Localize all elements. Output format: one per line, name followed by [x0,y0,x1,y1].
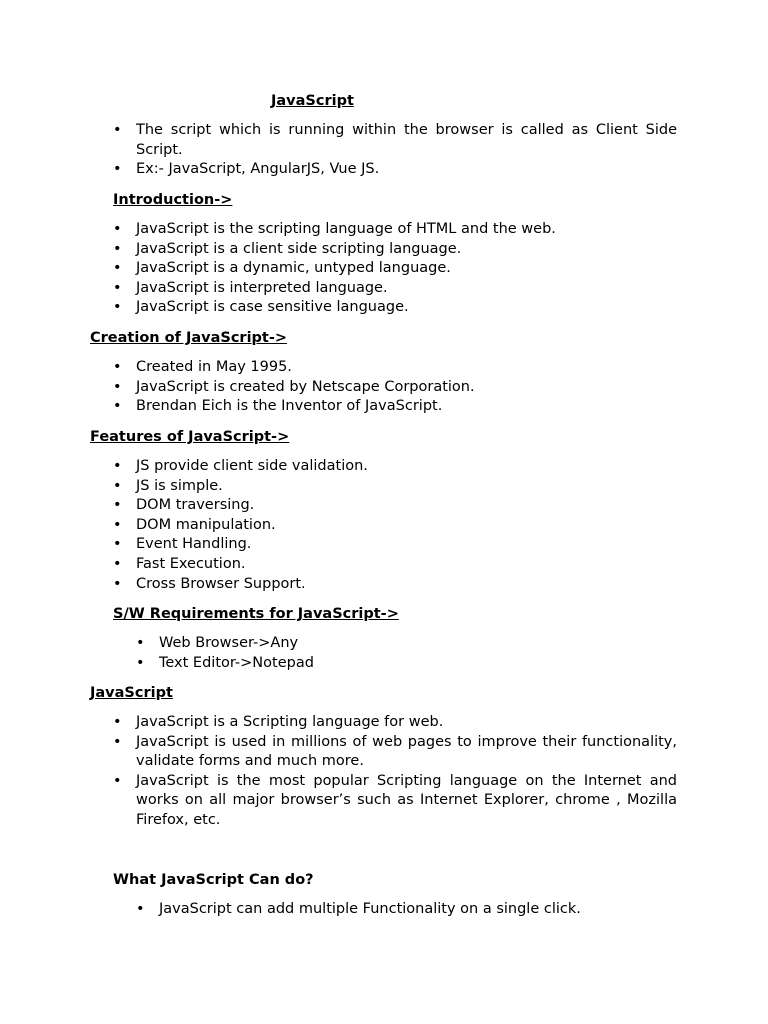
list-item: • Cross Browser Support. [113,575,677,595]
list-item: • JavaScript is interpreted language. [113,279,677,299]
list-item: • JavaScript can add multiple Functionality on a single click. [136,900,677,920]
list-item: • JavaScript is a dynamic, untyped language. [113,259,677,279]
javascript-heading: JavaScript [90,685,173,701]
can-do-heading: What JavaScript Can do? [113,872,314,888]
list-item: • Brendan Eich is the Inventor of JavaScript. [113,397,677,417]
requirements-heading: S/W Requirements for JavaScript-> [113,606,399,622]
features-heading: Features of JavaScript-> [90,429,290,445]
javascript-list [113,713,677,831]
document-title: JavaScript [271,93,354,109]
list-item: • Text Editor->Notepad [136,654,677,674]
list-item: • Event Handling. [113,535,677,555]
list-item: • JavaScript is the scripting language of HTML and the web. [113,220,677,240]
creation-heading: Creation of JavaScript-> [90,330,288,346]
list-item: • JavaScript is used in millions of web pages to improve their functionality, validate forms and much more. [113,733,677,772]
list-item: • JavaScript is a client side scripting language. [113,240,677,260]
list-item: • The script which is running within the browser is called as Client Side Script. [113,121,677,160]
list-item: • Ex:- JavaScript, AngularJS, Vue JS. [113,160,677,180]
list-item: • DOM manipulation. [113,516,677,536]
introduction-heading: Introduction-> [113,192,233,208]
can-do-list [136,900,677,920]
list-item: • JavaScript is a Scripting language for web. [113,713,677,733]
list-item: • JavaScript is created by Netscape Corporation. [113,378,677,398]
requirements-list [136,634,677,673]
list-item: • Created in May 1995. [113,358,677,378]
intro-bullet-list [113,121,677,180]
features-list [113,457,677,594]
list-item: • JavaScript is the most popular Scripting language on the Internet and works on all major browser’s such as Internet Explorer, chrome , Mozilla Firefox, etc. [113,772,677,831]
list-item: • JavaScript is case sensitive language. [113,298,677,318]
list-item: • JS provide client side validation. [113,457,677,477]
introduction-list [113,220,677,318]
list-item: • DOM traversing. [113,496,677,516]
list-item: • Web Browser->Any [136,634,677,654]
list-item: • Fast Execution. [113,555,677,575]
list-item: • JS is simple. [113,477,677,497]
creation-list [113,358,677,417]
